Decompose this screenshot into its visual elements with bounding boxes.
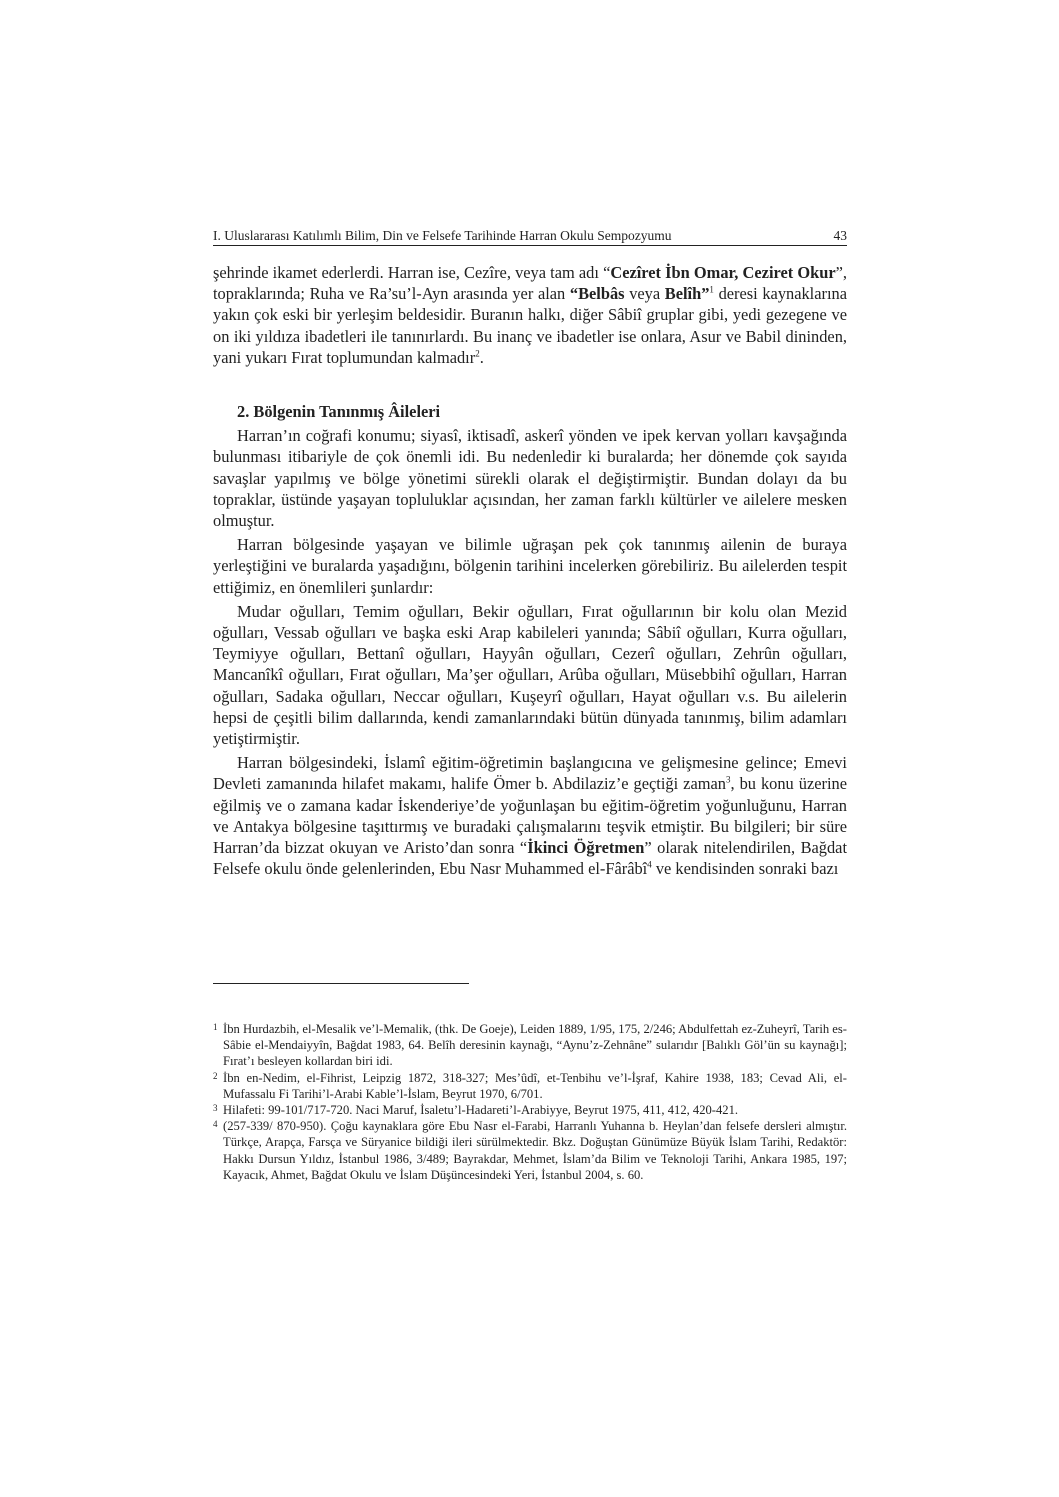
text-run: ve kendisinden sonraki bazı <box>651 859 839 879</box>
footnote-number: 1 <box>213 1022 218 1032</box>
text-run: veya <box>624 284 665 304</box>
footnote-divider <box>213 983 469 984</box>
text-run: ” olarak nitelendirilen, Bağdat Felsefe okulu önde gelenlerinden, Ebu Nasr Muhammed el-Fârâbî <box>213 838 847 879</box>
text-run: . <box>479 347 484 367</box>
footnote-text: İbn en-Nedim, el-Fihrist, Leipzig 1872, 318-327; Mes’ûdî, et-Tenbihu ve’l-İşraf, Kahire 1938, 183; Cevad Ali, el-Mufassalu Fi Tarihi’l-Arabi Kable’l-İslam, Beyrut 1970, 6/701. <box>223 1070 847 1101</box>
paragraph-2: Harran’ın coğrafi konumu; siyasî, iktisadî, askerî yönden ve ipek kervan yolları kavşağında bulunması itibariyle de çok önemli idi. Bu nedenledir ki buralarda; her dönemde çok sayıda savaşlar yapılmış ve bölge yönetimi sürekli olarak el değiştirmiştir. Bundan dolayı da bu topraklar, üstünde yaşayan topluluklar açısından, her zaman farklı kültürler ve ailelere mesken olmuştur. <box>213 426 847 531</box>
bold-term: “Belbâs <box>569 284 625 304</box>
paragraph-5 <box>213 752 847 879</box>
bold-term: Belîh” <box>664 284 710 304</box>
text-run: deresi kaynaklarına yakın çok eski bir yerleşim beldesidir. Buranın halkı, diğer Sâbiî gruplar gibi, yedi gezegene ve on iki yıldıza ibadetleri ile tanınırlardı. Bu inanç ve ibadetler ise onlara, Asur ve Babil dininden, yani yukarı Fırat toplumundan kalmadır <box>213 284 847 367</box>
body-text <box>213 262 847 879</box>
text-run: , bu konu üzerine eğilmiş ve o zamana kadar İskenderiye’de yoğunlaşan bu eğitim-öğretim yoğunluğunu, Harran ve Antakya bölgesine taşıttırmış ve buradaki çalışmalarını teşvik etmiştir. Bu bilgileri; bir süre Harran’da bizzat okuyan ve Aristo’dan sonra “ <box>213 774 847 858</box>
footnote-3 <box>213 1102 847 1118</box>
bold-term: Cezîret İbn Omar, Ceziret Okur <box>610 263 836 282</box>
footnote-number: 4 <box>213 1119 218 1130</box>
footnote-2 <box>213 1070 847 1102</box>
footnote-text: Hilafeti: 99-101/717-720. Naci Maruf, İsaletu’l-Hadareti’l-Arabiyye, Beyrut 1975, 411, 412, 420-421. <box>223 1103 739 1118</box>
section-heading: 2. Bölgenin Tanınmış Âileleri <box>237 402 441 422</box>
footnote-text: İbn Hurdazbih, el-Mesalik ve’l-Memalik, (thk. De Goeje), Leiden 1889, 1/95, 175, 2/246; Abdulfettah ez-Zuheyrî, Tarih es-Sâbie el-Mendaiyyîn, Bağdat 1983, 64. Belîh deresinin kaynağı, “Aynu’z-Zehnâne” sularıdır [Balıklı Göl’ün su kaynağı]; Fırat’ı besleyen kollardan biri idi. <box>223 1022 847 1069</box>
paragraph-4: Mudar oğulları, Temim oğulları, Bekir oğulları, Fırat oğullarının bir kolu olan Mezid oğulları, Vessab oğulları ve başka eski Arap kabileleri yanında; Sâbiî oğulları, Kurra oğulları, Teymiyye oğulları, Bettanî oğulları, Hayyân oğulları, Cezerî oğulları, Zehrûn oğulları, Mancanîkî oğulları, Fırat oğulları, Ma’şer oğulları, Arûba oğulları, Müsebbihî oğulları, Harran oğulları, Sadaka oğulları, Neccar oğulları, Kuşeyrî oğulları, Hayat oğulları v.s. Bu ailelerin hepsi de çeşitli bilim dallarında, kendi zamanlarındaki bütün dünyada tanınmış, bilim adamları yetiştirmiştir. <box>213 601 847 749</box>
running-header <box>213 228 847 246</box>
header-title: I. Uluslararası Katılımlı Bilim, Din ve Felsefe Tarihinde Harran Okulu Sempozyumu <box>213 228 672 243</box>
footnote-number: 3 <box>213 1103 218 1114</box>
footnote-4 <box>213 1118 847 1183</box>
footnote-ref-3[interactable]: 3 <box>725 775 731 785</box>
bold-term: İkinci Öğretmen <box>527 838 645 858</box>
footnote-ref-2[interactable]: 2 <box>475 348 480 359</box>
text-run: Harran bölgesindeki, İslamî eğitim-öğretimin başlangıcına ve gelişmesine gelince; Emevi Devleti zamanında hilafet makamı, halife Ömer b. Abdilaziz’e geçtiği zaman <box>213 753 847 794</box>
footnote-ref-1[interactable]: 1 <box>709 284 714 295</box>
footnote-ref-4[interactable]: 4 <box>647 859 652 870</box>
footnote-1 <box>213 1021 847 1070</box>
text-run: ”, topraklarında; Ruha ve Ra’su’l-Ayn arasında yer alan <box>213 263 847 304</box>
footnote-text: (257-339/ 870-950). Çoğu kaynaklara göre Ebu Nasr el-Farabi, Harranlı Yuhanna b. Heylan’dan felsefe dersleri almıştır. Türkçe, Arapça, Farsça ve Süryanice bildiği ileri sürülmektedir. Bkz. Doğuştan Günümüze Büyük İslam Tarihi, Redaktör: Hakkı Dursun Yıldız, İstanbul 1986, 3/489; Bayrakdar, Mehmet, İslam’da Bilim ve Teknoloji Tarihi, Ankara 1985, 197; Kayacık, Ahmet, Bağdat Okulu ve İslam Düşüncesindeki Yeri, İstanbul 2004, s. 60. <box>223 1119 847 1182</box>
footnote-number: 2 <box>213 1070 218 1081</box>
text-run: şehrinde ikamet ederlerdi. Harran ise, Cezîre, veya tam adı “ <box>213 263 611 282</box>
footnotes <box>213 1021 847 1183</box>
page-number: 43 <box>833 228 847 243</box>
paragraph-3: Harran bölgesinde yaşayan ve bilimle uğraşan pek çok tanınmış ailenin de buraya yerleştiğini ve buralarda yaşadığını, bölgenin tarihini incelerken görebiliriz. Bu ailelerden tespit ettiğimiz, en önemlileri şunlardır: <box>213 535 847 597</box>
paragraph-1 <box>213 262 847 368</box>
